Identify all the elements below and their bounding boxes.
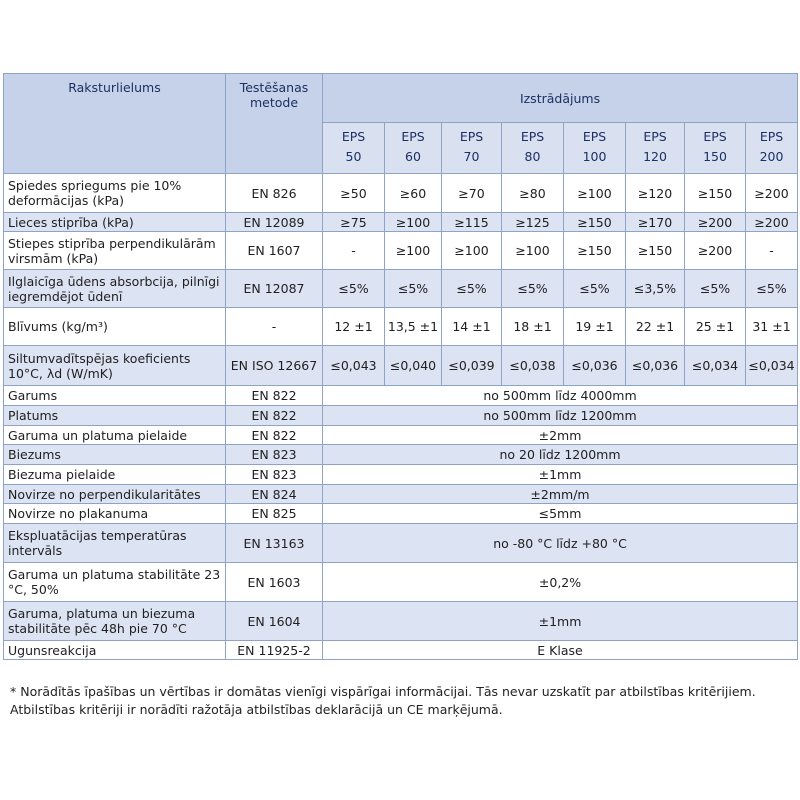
grade-label: EPS: [520, 129, 545, 144]
value-cell: ≥100: [442, 232, 502, 270]
table-row: [4, 174, 798, 213]
property-cell: Novirze no plakanuma: [4, 504, 226, 524]
spanning-value-cell: no -80 °C līdz +80 °C: [323, 524, 798, 563]
value-cell: 18 ±1: [502, 308, 564, 346]
value-cell: ≤3,5%: [626, 270, 685, 308]
table-row: [4, 563, 798, 602]
header-row: [4, 74, 798, 123]
property-cell: Blīvums (kg/m³): [4, 308, 226, 346]
value-cell: ≥70: [442, 174, 502, 213]
table-row: [4, 602, 798, 641]
method-cell: -: [226, 308, 323, 346]
value-cell: 14 ±1: [442, 308, 502, 346]
value-cell: ≤0,036: [564, 346, 626, 386]
value-cell: ≤0,034: [746, 346, 798, 386]
grade-label: EPS: [341, 129, 366, 144]
value-cell: ≤0,040: [385, 346, 442, 386]
value-cell: ≥120: [626, 174, 685, 213]
grade-number: 50: [345, 149, 362, 164]
value-cell: ≥80: [502, 174, 564, 213]
grade-header-cell: [442, 123, 502, 174]
value-cell: ≤0,043: [323, 346, 385, 386]
value-cell: ≥150: [685, 174, 746, 213]
table-row: [4, 386, 798, 406]
product-header: Izstrādājums: [323, 74, 798, 123]
spanning-value-cell: ±0,2%: [323, 563, 798, 602]
value-cell: ≤5%: [323, 270, 385, 308]
property-cell: Garums: [4, 386, 226, 406]
property-cell: Biezums: [4, 445, 226, 465]
grade-header-cell: [385, 123, 442, 174]
method-cell: EN 12089: [226, 213, 323, 232]
method-cell: EN ISO 12667: [226, 346, 323, 386]
grade-number: 60: [405, 149, 421, 164]
value-cell: ≥100: [385, 232, 442, 270]
grade-label: EPS: [401, 129, 425, 144]
spanning-value-cell: ±2mm/m: [323, 485, 798, 504]
property-cell: Ugunsreakcija: [4, 641, 226, 660]
value-cell: ≥125: [502, 213, 564, 232]
property-cell: Garuma un platuma pielaide: [4, 426, 226, 445]
grade-header-cell: [746, 123, 798, 174]
property-cell: Platums: [4, 406, 226, 426]
method-cell: EN 12087: [226, 270, 323, 308]
grade-number: 200: [759, 149, 784, 164]
property-cell: Ilglaicīga ūdens absorbcija, pilnīgi iegremdējot ūdenī: [4, 270, 226, 308]
value-cell: ≥150: [626, 232, 685, 270]
table-row: [4, 465, 798, 485]
table-row: [4, 406, 798, 426]
value-cell: ≤5%: [564, 270, 626, 308]
spanning-value-cell: ±2mm: [323, 426, 798, 445]
method-cell: EN 824: [226, 485, 323, 504]
value-cell: ≥200: [685, 232, 746, 270]
method-cell: EN 825: [226, 504, 323, 524]
value-cell: ≥150: [564, 213, 626, 232]
value-cell: ≤5%: [442, 270, 502, 308]
grade-header-cell: [626, 123, 685, 174]
property-cell: Garuma un platuma stabilitāte 23 °C, 50%: [4, 563, 226, 602]
method-cell: EN 823: [226, 465, 323, 485]
method-cell: EN 823: [226, 445, 323, 465]
property-cell: Novirze no perpendikularitātes: [4, 485, 226, 504]
table-row: [4, 485, 798, 504]
value-cell: 19 ±1: [564, 308, 626, 346]
grade-number: 70: [463, 149, 480, 164]
method-cell: EN 13163: [226, 524, 323, 563]
properties-table-container: [3, 73, 797, 660]
spanning-value-cell: no 500mm līdz 1200mm: [323, 406, 798, 426]
grade-number: 100: [582, 149, 607, 164]
grade-label: EPS: [459, 129, 484, 144]
grade-header-cell: [564, 123, 626, 174]
value-cell: 25 ±1: [685, 308, 746, 346]
method-cell: EN 826: [226, 174, 323, 213]
method-header: Testēšanas metode: [226, 74, 323, 174]
value-cell: 13,5 ±1: [385, 308, 442, 346]
table-row: [4, 524, 798, 563]
value-cell: ≥170: [626, 213, 685, 232]
table-row: [4, 445, 798, 465]
method-cell: EN 11925-2: [226, 641, 323, 660]
value-cell: ≥50: [323, 174, 385, 213]
value-cell: ≥150: [564, 232, 626, 270]
grade-header-cell: [323, 123, 385, 174]
property-cell: Ekspluatācijas temperatūras intervāls: [4, 524, 226, 563]
value-cell: ≤0,039: [442, 346, 502, 386]
value-cell: ≥200: [746, 174, 798, 213]
spanning-value-cell: ±1mm: [323, 465, 798, 485]
grade-header-cell: [685, 123, 746, 174]
method-cell: EN 822: [226, 406, 323, 426]
value-cell: 31 ±1: [746, 308, 798, 346]
value-cell: ≤5%: [385, 270, 442, 308]
value-cell: -: [323, 232, 385, 270]
value-cell: ≥100: [502, 232, 564, 270]
table-row: [4, 232, 798, 270]
table-body: [4, 174, 798, 660]
property-cell: Lieces stiprība (kPa): [4, 213, 226, 232]
method-cell: EN 1604: [226, 602, 323, 641]
method-cell: EN 1603: [226, 563, 323, 602]
spanning-value-cell: no 20 līdz 1200mm: [323, 445, 798, 465]
properties-table: [3, 73, 798, 660]
property-cell: Siltumvadītspējas koeficients 10°C, λd (W/mK): [4, 346, 226, 386]
value-cell: ≥200: [685, 213, 746, 232]
grade-label: EPS: [759, 129, 784, 144]
method-cell: EN 1607: [226, 232, 323, 270]
footnote-line-1: * Norādītās īpašības un vērtības ir domātas vienīgi vispārīgai informācijai. Tās nevar uzskatīt par atbilstības kritērijiem.: [10, 684, 756, 699]
footnote-line-2: Atbilstības kritēriji ir norādīti ražotāja atbilstības deklarācijā un CE marķējumā.: [10, 702, 503, 717]
table-row: [4, 308, 798, 346]
grade-number: 120: [643, 149, 667, 164]
method-cell: EN 822: [226, 386, 323, 406]
property-cell: Biezuma pielaide: [4, 465, 226, 485]
spanning-value-cell: no 500mm līdz 4000mm: [323, 386, 798, 406]
value-cell: ≥60: [385, 174, 442, 213]
grade-number: 150: [703, 149, 727, 164]
value-cell: 12 ±1: [323, 308, 385, 346]
value-cell: ≤5%: [746, 270, 798, 308]
value-cell: -: [746, 232, 798, 270]
value-cell: ≥200: [746, 213, 798, 232]
value-cell: 22 ±1: [626, 308, 685, 346]
grade-number: 80: [524, 149, 541, 164]
spanning-value-cell: E Klase: [323, 641, 798, 660]
value-cell: ≥115: [442, 213, 502, 232]
method-cell: EN 822: [226, 426, 323, 445]
table-row: [4, 426, 798, 445]
value-cell: ≤5%: [502, 270, 564, 308]
grade-label: EPS: [643, 129, 667, 144]
property-cell: Spiedes spriegums pie 10% deformācijas (kPa): [4, 174, 226, 213]
property-cell: Stiepes stiprība perpendikulārām virsmām (kPa): [4, 232, 226, 270]
spanning-value-cell: ±1mm: [323, 602, 798, 641]
value-cell: ≥100: [385, 213, 442, 232]
table-row: [4, 641, 798, 660]
table-row: [4, 504, 798, 524]
footnote: [10, 683, 790, 719]
property-cell: Garuma, platuma un biezuma stabilitāte pēc 48h pie 70 °C: [4, 602, 226, 641]
grade-label: EPS: [703, 129, 727, 144]
value-cell: ≤0,036: [626, 346, 685, 386]
grade-label: EPS: [582, 129, 607, 144]
grade-header-cell: [502, 123, 564, 174]
table-row: [4, 270, 798, 308]
value-cell: ≥100: [564, 174, 626, 213]
property-header: Raksturlielums: [4, 74, 226, 174]
value-cell: ≤5%: [685, 270, 746, 308]
table-row: [4, 213, 798, 232]
value-cell: ≥75: [323, 213, 385, 232]
value-cell: ≤0,038: [502, 346, 564, 386]
value-cell: ≤0,034: [685, 346, 746, 386]
table-row: [4, 346, 798, 386]
spanning-value-cell: ≤5mm: [323, 504, 798, 524]
